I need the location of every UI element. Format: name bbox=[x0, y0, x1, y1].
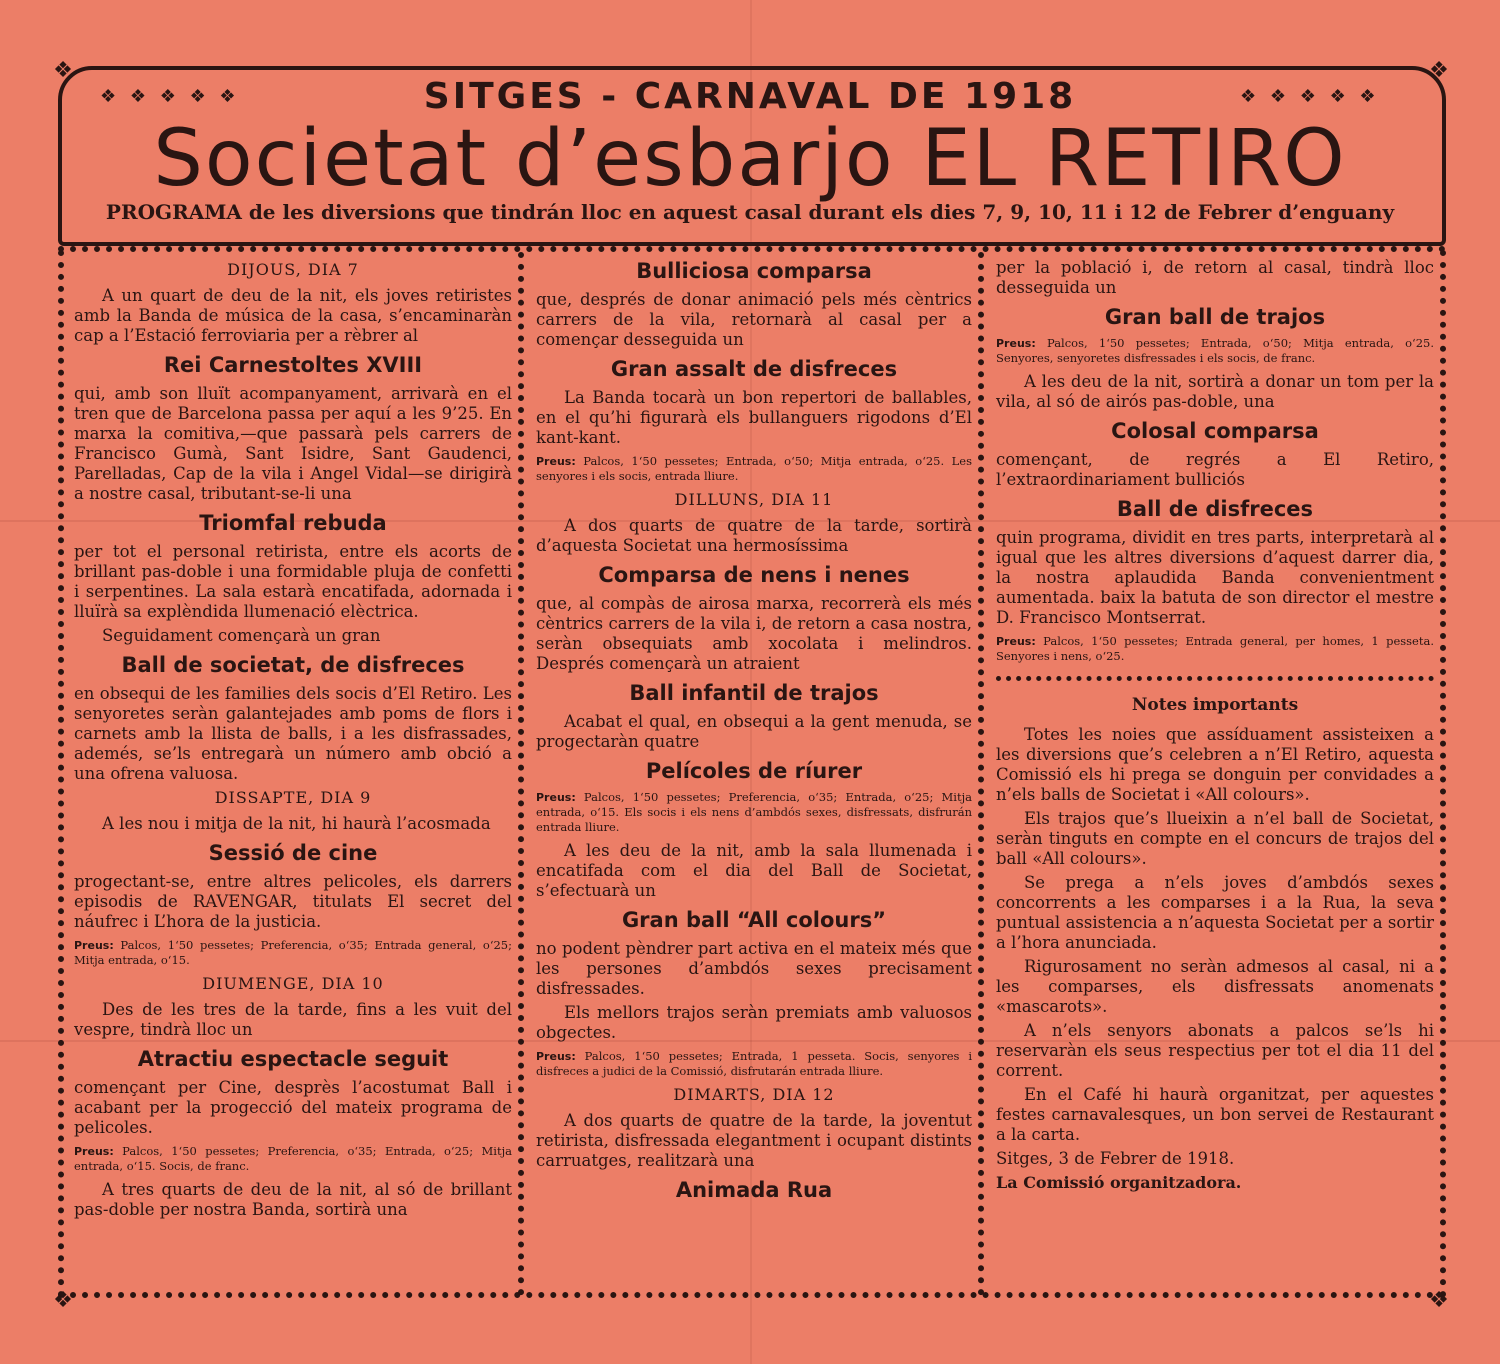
paragraph: quin programa, dividit en tres parts, interpretarà al igual que les altres diversions d’aquest darrer dia, la nostra aplaudida Banda convenientment aumentada. baix la batuta de son director el mestre D. Francisco Montserrat. bbox=[996, 528, 1434, 627]
event-title: Atractiu espectacle seguit bbox=[137, 1047, 449, 1071]
page-subtitle: PROGRAMA de les diversions que tindrán lloc en aquest casal durant els dies 7, 9, 10, 11 i 12 de Febrer d’enguany bbox=[105, 200, 1395, 224]
paragraph: A dos quarts de quatre de la tarde, sortirà d’aquesta Societat una hermosíssima bbox=[536, 516, 972, 555]
event-title: Gran ball de trajos bbox=[1104, 305, 1326, 329]
note: En el Café hi haurà organitzat, per aquestes festes carnavalesques, un bon servei de Restaurant a la carta. bbox=[996, 1085, 1434, 1144]
event-title: Ball de societat, de disfreces bbox=[121, 653, 465, 677]
signature: La Comissió organitzadora. bbox=[996, 1173, 1242, 1192]
day-heading: DISSAPTE, DIA 9 bbox=[214, 788, 372, 807]
price-note bbox=[74, 938, 512, 968]
paragraph: A les deu de la nit, amb la sala llumenada i encatifada com el dia del Ball de Societat, s’efectuarà un bbox=[536, 841, 972, 900]
price-text: Palcos, 1‘50 pessetes; Entrada general, per homes, 1 pesseta. Senyores i nens, o‘25. bbox=[996, 634, 1434, 663]
note: Els trajos que’s llueixin a n’el ball de Societat, seràn tinguts en compte en el concurs de trajos del ball «All colours». bbox=[996, 809, 1434, 868]
paragraph: progectant-se, entre altres pelicoles, els darrers episodis de RAVENGAR, titulats El secret del náufrec i L’hora de la justicia. bbox=[74, 872, 512, 931]
page-title: Societat d’esbarjo EL RETIRO bbox=[153, 114, 1347, 204]
dotted-divider bbox=[996, 676, 1434, 681]
event-title: Animada Rua bbox=[675, 1178, 833, 1202]
price-note bbox=[536, 1049, 972, 1079]
price-text: Palcos, 1‘50 pessetes; Preferencia, o‘35; Entrada general, o‘25; Mitja entrada, o‘15. bbox=[74, 938, 513, 967]
event-title: Gran ball “All colours” bbox=[621, 908, 887, 932]
corner-ornament-icon: ❖ bbox=[1429, 58, 1449, 83]
paragraph: Seguidament començarà un gran bbox=[102, 626, 381, 645]
paragraph: no podent pèndrer part activa en el mateix més que les persones d’ambdós sexes precisament disfressades. bbox=[536, 939, 972, 998]
price-text: Palcos, 1‘50 pessetes; Preferencia, o‘35; Entrada, o‘25; Mitja entrada, o‘15. Els socis i els nens d’ambdós sexes, disfressats, disfrurán entrada lliure. bbox=[536, 790, 972, 834]
paragraph: per tot el personal retirista, entre els acorts de brillant pas-doble i una formidable pluja de confetti i serpentines. La sala estarà encatifada, adornada i lluïrà sa explèndida llumenació elèctrica. bbox=[74, 542, 512, 621]
price-label: Preus: bbox=[536, 1050, 576, 1063]
note: A n’els senyors abonats a palcos se’ls hi reservaràn els seus respectius per tot el dia 11 del corrent. bbox=[996, 1021, 1434, 1080]
paragraph: Acabat el qual, en obsequi a la gent menuda, se progectaràn quatre bbox=[536, 712, 972, 751]
price-text: Palcos, 1‘50 pessetes; Entrada, 1 pesseta. Socis, senyores i disfreces a judici de la Comissió, disfrutarán entrada lliure. bbox=[536, 1049, 973, 1078]
paragraph: A dos quarts de quatre de la tarde, la joventut retirista, disfressada elegantment i ocupant distints carruatges, realitzarà una bbox=[536, 1111, 972, 1170]
price-note bbox=[74, 1144, 512, 1174]
event-title: Triomfal rebuda bbox=[199, 511, 387, 535]
paragraph: per la població i, de retorn al casal, tindrà lloc desseguida un bbox=[996, 258, 1434, 297]
column-3 bbox=[996, 258, 1434, 1197]
column-2 bbox=[536, 258, 972, 1209]
note: Totes les noies que assíduament assisteixen a les diversions que’s celebren a n’El Retiro, aquesta Comissió els hi prega se donguin per convidades a n’els balls de Societat i «All colours». bbox=[996, 725, 1434, 804]
day-heading: DILLUNS, DIA 11 bbox=[674, 490, 834, 509]
notes-heading: Notes importants bbox=[1131, 695, 1299, 715]
column-divider bbox=[978, 252, 984, 1296]
paragraph: qui, amb son lluït acompanyament, arrivarà en el tren que de Barcelona passa per aquí a les 9’25. En marxa la comitiva,—que passarà pels carrers de Francisco Gumà, Sant Isidre, Sant Gaudenci, Parelladas, Cap de la vila i Angel Vidal—se dirigirà a nostre casal, tributant-se-li una bbox=[74, 384, 512, 503]
note: Rigurosament no seràn admesos al casal, ni a les comparses, els disfressats anomenats «mascarots». bbox=[996, 957, 1434, 1016]
price-label: Preus: bbox=[536, 455, 576, 468]
event-title: Ball de disfreces bbox=[1116, 497, 1314, 521]
ornament-right-icon: ❖ ❖ ❖ ❖ ❖ bbox=[1240, 86, 1380, 107]
paragraph: A les nou i mitja de la nit, hi haurà l’acosmada bbox=[102, 814, 491, 833]
event-title: Gran assalt de disfreces bbox=[610, 357, 898, 381]
paragraph: Els mellors trajos seràn premiats amb valuosos obgectes. bbox=[536, 1003, 972, 1042]
price-note bbox=[536, 454, 972, 484]
note: Se prega a n’els joves d’ambdós sexes concorrents a les comparses i a la Rua, la seva puntual assistencia a n’aquesta Societat per a sortir a l’hora anunciada. bbox=[996, 873, 1434, 952]
price-label: Preus: bbox=[996, 337, 1036, 350]
day-heading: DIJOUS, DIA 7 bbox=[227, 260, 359, 279]
day-heading: DIMARTS, DIA 12 bbox=[673, 1085, 835, 1104]
column-1 bbox=[74, 258, 512, 1224]
paragraph: A tres quarts de deu de la nit, al só de brillant pas-doble per nostra Banda, sortirà una bbox=[74, 1180, 512, 1219]
corner-ornament-icon: ❖ bbox=[53, 58, 73, 83]
paragraph: començant per Cine, desprès l’acostumat Ball i acabant per la progecció del mateix programa de pelicoles. bbox=[74, 1078, 512, 1137]
issue-date: Sitges, 3 de Febrer de 1918. bbox=[996, 1149, 1235, 1168]
ornament-left-icon: ❖ ❖ ❖ ❖ ❖ bbox=[100, 86, 240, 107]
paragraph: que, al compàs de airosa marxa, recorrerà els més cèntrics carrers de la vila i, de retorn a casa nostra, seràn obsequiats amb xocolata i melindros. Després començarà un atraient bbox=[536, 594, 972, 673]
price-text: Palcos, 1‘50 pessetes; Entrada, o‘50; Mitja entrada, o‘25. Senyores, senyoretes disfressades i els socis, de franc. bbox=[996, 336, 1434, 365]
price-note bbox=[996, 336, 1434, 366]
paragraph: La Banda tocarà un bon repertori de ballables, en el qu’hi figurarà els bullanguers rigodons d’El kant-kant. bbox=[536, 388, 972, 447]
header-line: SITGES - CARNAVAL DE 1918 bbox=[423, 76, 1077, 117]
event-title: Ball infantil de trajos bbox=[629, 681, 879, 705]
price-text: Palcos, 1‘50 pessetes; Preferencia, o‘35; Entrada, o‘25; Mitja entrada, o‘15. Socis, de franc. bbox=[74, 1144, 512, 1173]
price-label: Preus: bbox=[996, 635, 1036, 648]
price-label: Preus: bbox=[536, 791, 576, 804]
corner-ornament-icon: ❖ bbox=[53, 1288, 73, 1313]
paragraph: en obsequi de les families dels socis d’El Retiro. Les senyoretes seràn galantejades amb poms de flors i carnets amb la llista de balls, i a les disfrassades, ademés, se’ls entregarà un número amb obció a una ofrena valuosa. bbox=[74, 684, 512, 783]
paragraph: que, després de donar animació pels més cèntrics carrers de la vila, retornarà al casal per a començar desseguida un bbox=[536, 290, 972, 349]
corner-ornament-icon: ❖ bbox=[1429, 1288, 1449, 1313]
paragraph: A les deu de la nit, sortirà a donar un tom per la vila, al só de airós pas-doble, una bbox=[996, 372, 1434, 411]
day-heading: DIUMENGE, DIA 10 bbox=[202, 974, 384, 993]
event-title: Colosal comparsa bbox=[1111, 419, 1319, 443]
event-title: Pelícoles de ríurer bbox=[645, 759, 863, 783]
column-divider bbox=[518, 252, 524, 1296]
price-note bbox=[996, 634, 1434, 664]
event-title: Comparsa de nens i nenes bbox=[598, 563, 910, 587]
price-label: Preus: bbox=[74, 1145, 114, 1158]
event-title: Sessió de cine bbox=[208, 841, 378, 865]
paragraph: Des de les tres de la tarde, fins a les vuit del vespre, tindrà lloc un bbox=[74, 1000, 512, 1039]
paragraph: A un quart de deu de la nit, els joves retiristes amb la Banda de música de la casa, s’encaminaràn cap a l’Estació ferroviaria per a rèbrer al bbox=[74, 286, 512, 345]
price-note bbox=[536, 790, 972, 835]
price-label: Preus: bbox=[74, 939, 114, 952]
paragraph: començant, de regrés a El Retiro, l’extraordinariament bulliciós bbox=[996, 450, 1434, 489]
price-text: Palcos, 1‘50 pessetes; Entrada, o‘50; Mitja entrada, o‘25. Les senyores i els socis, entrada lliure. bbox=[536, 454, 972, 483]
event-title: Rei Carnestoltes XVIII bbox=[163, 353, 423, 377]
event-title: Bulliciosa comparsa bbox=[636, 259, 872, 283]
